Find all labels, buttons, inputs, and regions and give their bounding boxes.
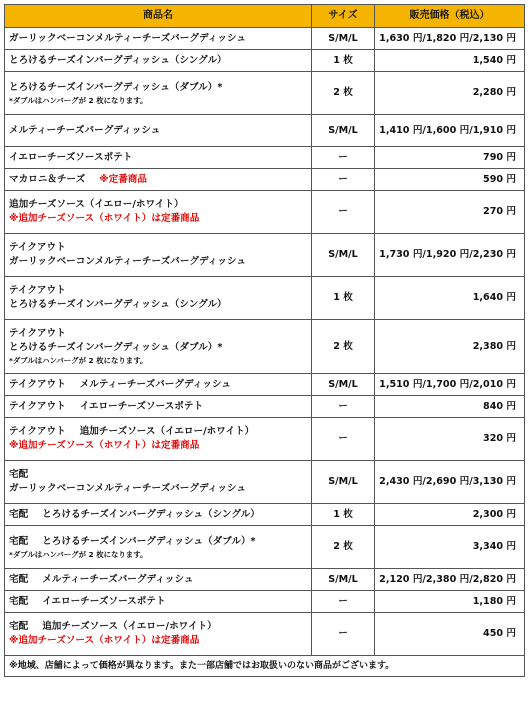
price-cell: 3,340 円 <box>375 526 525 569</box>
size-cell: S/M/L <box>312 569 375 591</box>
product-name-cell <box>5 569 312 591</box>
price-cell: 1,630 円/1,820 円/2,130 円 <box>375 28 525 50</box>
product-name-cell <box>5 374 312 396</box>
size-cell: ー <box>312 418 375 461</box>
product-name-line: 宅配 <box>9 469 29 480</box>
product-name-line: とろけるチーズインバーグディッシュ（シングル） <box>9 299 227 310</box>
product-name: とろけるチーズインバーグディッシュ（シングル） <box>42 508 260 520</box>
double-note: *ダブルはハンバーグが 2 枚になります。 <box>9 356 148 365</box>
size-cell: 2 枚 <box>312 526 375 569</box>
product-name-cell <box>5 461 312 504</box>
product-name-cell <box>5 72 312 115</box>
product-name-line: ガーリックベーコンメルティーチーズバーグディッシュ <box>9 32 246 44</box>
size-cell: S/M/L <box>312 115 375 147</box>
product-name-cell <box>5 234 312 277</box>
size-cell: S/M/L <box>312 28 375 50</box>
product-name-line: ガーリックベーコンメルティーチーズバーグディッシュ <box>9 483 246 494</box>
price-cell: 790 円 <box>375 147 525 169</box>
table-row <box>5 234 525 277</box>
product-name-line: 追加チーズソース（イエロー/ホワイト） <box>9 199 184 210</box>
price-cell: 1,640 円 <box>375 277 525 320</box>
channel-prefix: 宅配 <box>9 535 29 547</box>
size-cell: 1 枚 <box>312 504 375 526</box>
table-row <box>5 374 525 396</box>
price-table <box>4 4 525 677</box>
product-name-line: イエローチーズソースポテト <box>9 151 133 163</box>
channel-prefix: 宅配 <box>9 621 29 632</box>
product-name-line <box>9 535 307 549</box>
product-name-line <box>9 595 307 609</box>
table-row <box>5 147 525 169</box>
regular-item-note: ※追加チーズソース（ホワイト）は定番商品 <box>9 213 200 224</box>
table-row <box>5 320 525 374</box>
table-row <box>5 396 525 418</box>
header-row <box>5 5 525 28</box>
product-name-cell <box>5 28 312 50</box>
price-cell: 320 円 <box>375 418 525 461</box>
product-name-cell <box>5 277 312 320</box>
product-name: イエローチーズソースポテト <box>79 400 204 412</box>
size-cell: ー <box>312 169 375 191</box>
table-row <box>5 418 525 461</box>
size-cell: S/M/L <box>312 374 375 396</box>
size-cell: ー <box>312 191 375 234</box>
channel-prefix: 宅配 <box>9 573 29 585</box>
size-cell: 1 枚 <box>312 277 375 320</box>
price-cell: 2,280 円 <box>375 72 525 115</box>
regular-item-note: ※追加チーズソース（ホワイト）は定番商品 <box>9 635 200 646</box>
product-name-cell <box>5 526 312 569</box>
price-cell: 2,120 円/2,380 円/2,820 円 <box>375 569 525 591</box>
price-cell: 1,510 円/1,700 円/2,010 円 <box>375 374 525 396</box>
product-name-line: とろけるチーズインバーグディッシュ（ダブル）* <box>9 81 223 93</box>
product-name-line: メルティーチーズバーグディッシュ <box>9 124 161 136</box>
product-name-line <box>9 508 307 522</box>
size-cell: ー <box>312 147 375 169</box>
product-name-cell <box>5 147 312 169</box>
product-name-line <box>9 425 307 439</box>
size-cell: S/M/L <box>312 461 375 504</box>
channel-prefix: テイクアウト <box>9 426 66 437</box>
size-cell: 2 枚 <box>312 72 375 115</box>
price-cell: 450 円 <box>375 613 525 656</box>
price-cell: 590 円 <box>375 169 525 191</box>
double-note: *ダブルはハンバーグが 2 枚になります。 <box>9 95 148 105</box>
price-cell: 2,430 円/2,690 円/3,130 円 <box>375 461 525 504</box>
product-name: イエローチーズソースポテト <box>42 595 166 607</box>
double-note: *ダブルはハンバーグが 2 枚になります。 <box>9 549 148 559</box>
header-size: サイズ <box>312 5 375 28</box>
channel-prefix: 宅配 <box>9 508 29 520</box>
product-name-cell <box>5 115 312 147</box>
product-name-cell <box>5 396 312 418</box>
price-cell: 2,300 円 <box>375 504 525 526</box>
product-name-line: テイクアウト <box>9 328 66 339</box>
product-name-cell <box>5 169 312 191</box>
channel-prefix: テイクアウト <box>9 378 66 390</box>
product-name-line <box>9 400 307 414</box>
table-row <box>5 504 525 526</box>
table-row <box>5 115 525 147</box>
product-name: メルティーチーズバーグディッシュ <box>42 573 194 585</box>
price-cell: 840 円 <box>375 396 525 418</box>
product-name: とろけるチーズインバーグディッシュ（ダブル）* <box>42 535 256 547</box>
table-row <box>5 50 525 72</box>
table-row <box>5 461 525 504</box>
product-name-cell <box>5 591 312 613</box>
table-row <box>5 191 525 234</box>
size-cell: 2 枚 <box>312 320 375 374</box>
channel-prefix: 宅配 <box>9 595 29 607</box>
product-name-cell <box>5 418 312 461</box>
product-name-line: テイクアウト <box>9 285 66 296</box>
price-cell: 1,730 円/1,920 円/2,230 円 <box>375 234 525 277</box>
product-name-line: テイクアウト <box>9 242 66 253</box>
product-name-cell <box>5 504 312 526</box>
table-row <box>5 169 525 191</box>
price-table-container <box>4 4 524 677</box>
product-name-line: とろけるチーズインバーグディッシュ（シングル） <box>9 54 227 66</box>
table-row <box>5 613 525 656</box>
product-name-cell <box>5 613 312 656</box>
product-name-cell <box>5 320 312 374</box>
product-name-cell <box>5 50 312 72</box>
header-price: 販売価格（税込） <box>375 5 525 28</box>
header-product-name: 商品名 <box>5 5 312 28</box>
size-cell: 1 枚 <box>312 50 375 72</box>
table-row <box>5 569 525 591</box>
size-cell: S/M/L <box>312 234 375 277</box>
product-name-cell <box>5 191 312 234</box>
table-row <box>5 28 525 50</box>
footer-note: ※地域、店舗によって価格が異なります。また一部店舗ではお取扱いのない商品がございます。 <box>5 656 525 677</box>
price-cell: 2,380 円 <box>375 320 525 374</box>
table-row <box>5 72 525 115</box>
product-name-line <box>9 620 307 634</box>
product-name: 追加チーズソース（イエロー/ホワイト） <box>42 621 217 632</box>
table-row <box>5 277 525 320</box>
product-name-line: ガーリックベーコンメルティーチーズバーグディッシュ <box>9 256 246 267</box>
footer-row <box>5 656 525 677</box>
table-row <box>5 526 525 569</box>
product-name-line <box>9 573 307 587</box>
regular-item-note: ※追加チーズソース（ホワイト）は定番商品 <box>9 440 200 451</box>
price-table-body <box>5 28 525 656</box>
product-name: メルティーチーズバーグディッシュ <box>79 378 231 390</box>
regular-item-note: ※定番商品 <box>99 173 147 185</box>
price-cell: 1,410 円/1,600 円/1,910 円 <box>375 115 525 147</box>
size-cell: ー <box>312 613 375 656</box>
product-name-line <box>9 378 307 392</box>
price-cell: 1,180 円 <box>375 591 525 613</box>
table-row <box>5 591 525 613</box>
price-cell: 270 円 <box>375 191 525 234</box>
size-cell: ー <box>312 591 375 613</box>
product-name-line <box>9 173 307 187</box>
price-cell: 1,540 円 <box>375 50 525 72</box>
product-name: マカロニ＆チーズ <box>9 173 86 185</box>
channel-prefix: テイクアウト <box>9 400 66 412</box>
size-cell: ー <box>312 396 375 418</box>
product-name-line: とろけるチーズインバーグディッシュ（ダブル）* <box>9 342 223 353</box>
product-name: 追加チーズソース（イエロー/ホワイト） <box>79 426 255 437</box>
